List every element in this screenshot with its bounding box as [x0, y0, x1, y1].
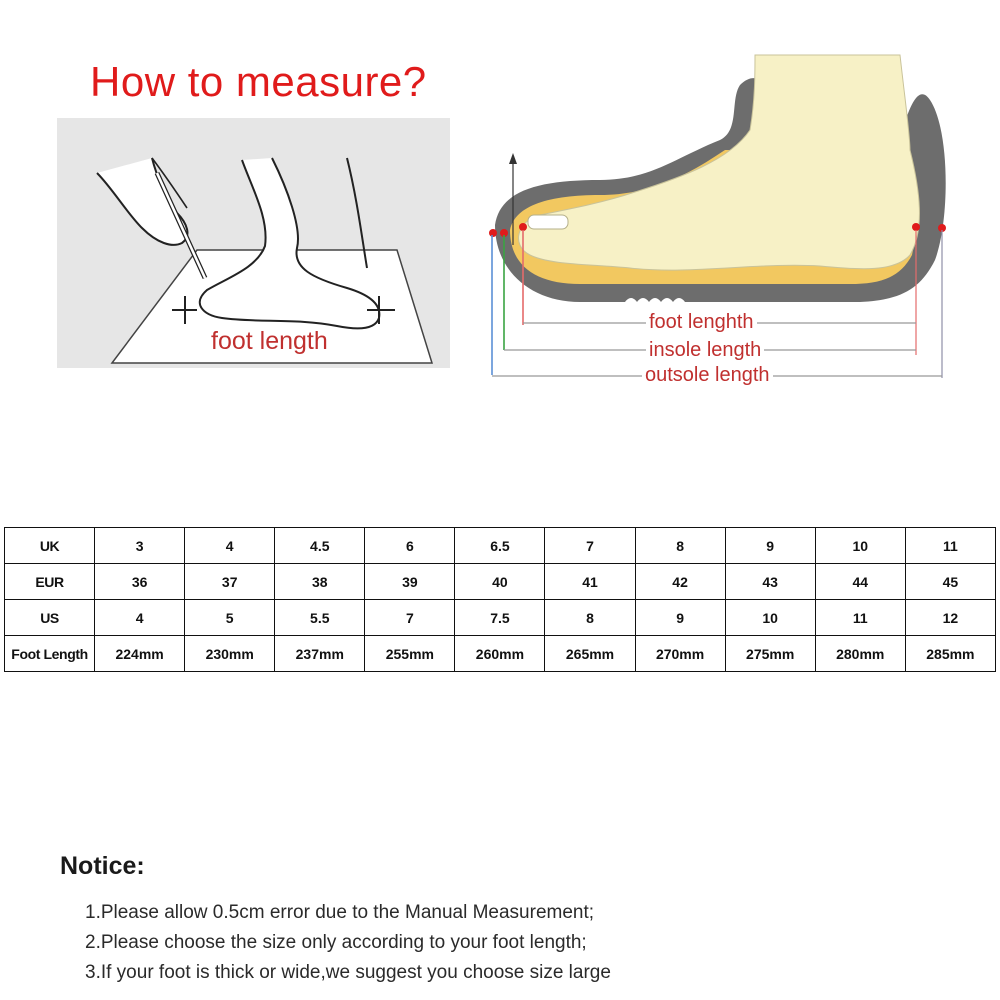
- size-cell: 237mm: [275, 636, 365, 672]
- row-header: UK: [5, 528, 95, 564]
- size-cell: 39: [365, 564, 455, 600]
- size-cell: 41: [545, 564, 635, 600]
- size-cell: 260mm: [455, 636, 545, 672]
- insole-length-dimension-label: insole length: [646, 339, 764, 362]
- size-cell: 36: [95, 564, 185, 600]
- size-cell: 8: [635, 528, 725, 564]
- size-cell: 265mm: [545, 636, 635, 672]
- size-cell: 7: [365, 600, 455, 636]
- row-header: Foot Length: [5, 636, 95, 672]
- size-row-foot-length: [5, 636, 996, 672]
- size-cell: 40: [455, 564, 545, 600]
- size-cell: 10: [725, 600, 815, 636]
- size-cell: 10: [815, 528, 905, 564]
- size-cell: 11: [905, 528, 995, 564]
- size-cell: 275mm: [725, 636, 815, 672]
- size-cell: 42: [635, 564, 725, 600]
- notice-item: 3.If your foot is thick or wide,we suggest you choose size large: [85, 962, 611, 983]
- notice-item: 1.Please allow 0.5cm error due to the Manual Measurement;: [85, 902, 595, 923]
- size-cell: 7: [545, 528, 635, 564]
- size-cell: 280mm: [815, 636, 905, 672]
- shoe-cross-section-illustration: [480, 40, 950, 400]
- size-cell: 4: [95, 600, 185, 636]
- size-cell: 43: [725, 564, 815, 600]
- row-header: US: [5, 600, 95, 636]
- size-cell: 37: [185, 564, 275, 600]
- row-header: EUR: [5, 564, 95, 600]
- size-cell: 11: [815, 600, 905, 636]
- size-cell: 12: [905, 600, 995, 636]
- size-cell: 5.5: [275, 600, 365, 636]
- size-chart-table: [4, 527, 996, 672]
- foot-length-dimension-label: foot lenghth: [646, 311, 757, 334]
- size-row-us: [5, 600, 996, 636]
- notice-item: 2.Please choose the size only according to your foot length;: [85, 932, 587, 953]
- size-cell: 44: [815, 564, 905, 600]
- notice-title: Notice:: [60, 852, 145, 880]
- size-cell: 230mm: [185, 636, 275, 672]
- notice-list: [85, 898, 611, 988]
- size-cell: 9: [725, 528, 815, 564]
- outsole-length-dimension-label: outsole length: [642, 364, 773, 387]
- size-cell: 5: [185, 600, 275, 636]
- size-cell: 9: [635, 600, 725, 636]
- size-row-uk: [5, 528, 996, 564]
- size-cell: 255mm: [365, 636, 455, 672]
- page-title: How to measure?: [90, 58, 427, 105]
- size-cell: 285mm: [905, 636, 995, 672]
- size-cell: 270mm: [635, 636, 725, 672]
- size-cell: 45: [905, 564, 995, 600]
- size-cell: 6: [365, 528, 455, 564]
- size-cell: 38: [275, 564, 365, 600]
- foot-length-label: foot length: [211, 327, 328, 355]
- size-cell: 6.5: [455, 528, 545, 564]
- size-cell: 4: [185, 528, 275, 564]
- size-chart-body: [5, 528, 996, 672]
- size-cell: 8: [545, 600, 635, 636]
- size-cell: 4.5: [275, 528, 365, 564]
- size-cell: 7.5: [455, 600, 545, 636]
- size-cell: 224mm: [95, 636, 185, 672]
- size-row-eur: [5, 564, 996, 600]
- size-cell: 3: [95, 528, 185, 564]
